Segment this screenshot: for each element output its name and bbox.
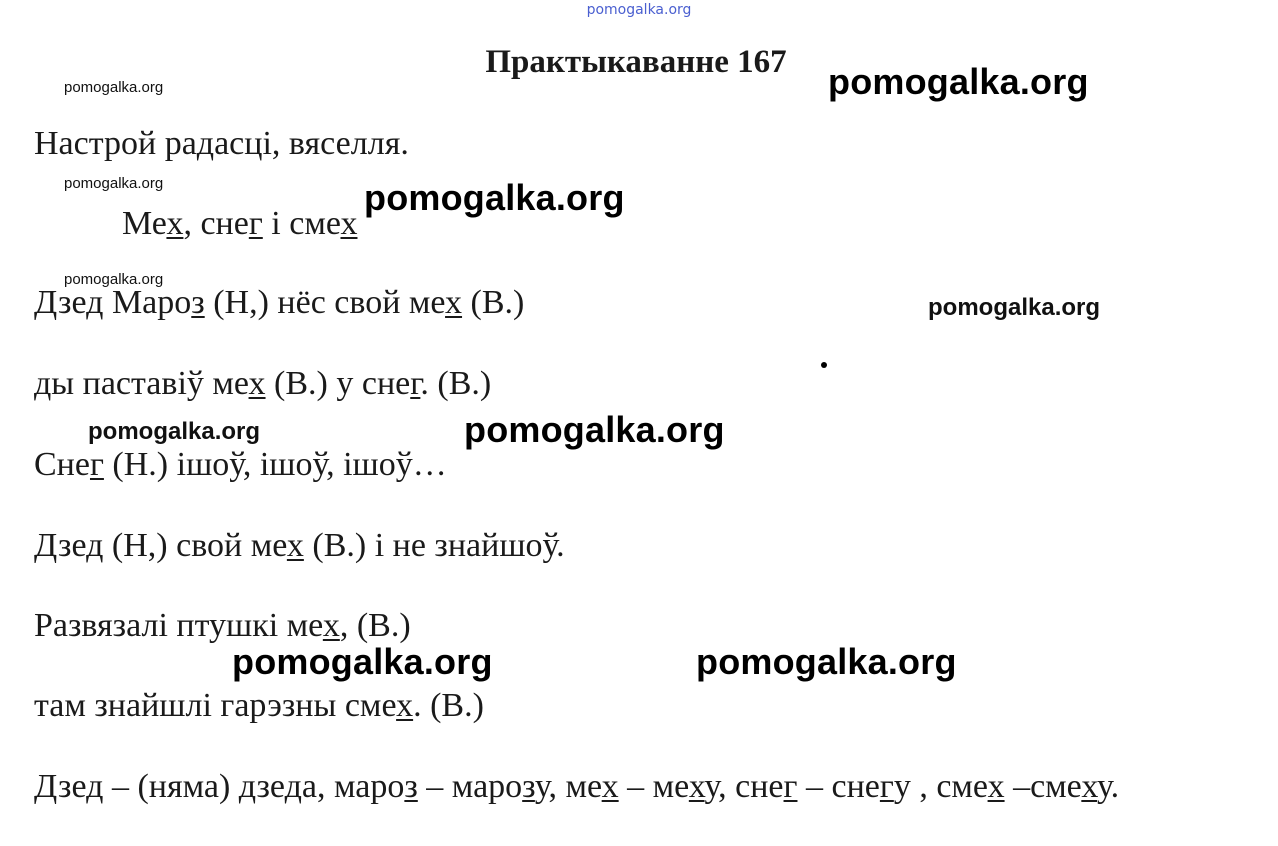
- watermark-medium-1: pomogalka.org: [928, 294, 1101, 321]
- text-segment: (Н,) нёс свой ме: [204, 284, 446, 321]
- text-segment: і сме: [262, 205, 341, 242]
- text-segment: – ме: [618, 768, 689, 805]
- watermark-top: pomogalka.org: [586, 2, 692, 18]
- text-segment: а, маро: [301, 768, 405, 805]
- underlined-letter: х: [248, 365, 266, 402]
- text-segment: Дзе: [34, 284, 87, 321]
- underlined-letter: х: [396, 687, 414, 724]
- underlined-letter: х: [1081, 768, 1098, 805]
- watermark-small-2: pomogalka.org: [64, 175, 164, 192]
- text-segment: Ме: [122, 205, 167, 242]
- underlined-letter: г: [410, 365, 421, 402]
- underlined-letter: з: [522, 768, 535, 805]
- text-line-4: [34, 364, 491, 404]
- text-segment: (В.) у сне: [265, 365, 411, 402]
- watermark-large-5: pomogalka.org: [696, 641, 957, 682]
- underlined-letter: х: [166, 205, 184, 242]
- underlined-letter: з: [191, 284, 205, 321]
- watermark-medium-2: pomogalka.org: [88, 418, 261, 445]
- underlined-letter: х: [987, 768, 1005, 805]
- text-segment: –сме: [1004, 768, 1082, 805]
- text-segment: у, сне: [704, 768, 784, 805]
- text-segment: Маро: [103, 284, 192, 321]
- text-segment: , (В.): [339, 607, 411, 644]
- watermark-small-1: pomogalka.org: [64, 79, 164, 96]
- underlined-letter: х: [340, 205, 358, 242]
- text-segment: (В.) і не знайшоў.: [303, 527, 565, 564]
- page-title: Практыкаванне 167: [485, 44, 787, 80]
- underlined-letter: г: [89, 446, 104, 483]
- text-segment: у, ме: [534, 768, 602, 805]
- text-segment: ды паставіў ме: [34, 365, 249, 402]
- watermark-large-3: pomogalka.org: [464, 409, 725, 450]
- text-segment: Дзе: [34, 768, 87, 805]
- underlined-letter: х: [322, 607, 340, 644]
- text-segment: у , сме: [893, 768, 988, 805]
- text-line-5: [34, 445, 447, 485]
- underlined-letter: г: [879, 768, 894, 805]
- underlined-letter: д: [86, 284, 104, 321]
- text-segment: – сне: [797, 768, 880, 805]
- text-segment: , сне: [183, 205, 249, 242]
- underlined-letter: х: [688, 768, 705, 805]
- text-line-7: [34, 606, 411, 646]
- text-line-2: [122, 204, 357, 244]
- text-segment: Настрой радасці, вяселля.: [34, 125, 409, 162]
- underlined-letter: х: [601, 768, 619, 805]
- underlined-letter: г: [783, 768, 798, 805]
- watermark-small-3: pomogalka.org: [64, 271, 164, 288]
- text-segment: там знайшлі гарэзны сме: [34, 687, 397, 724]
- text-line-9: [34, 767, 1119, 807]
- text-line-3: [34, 283, 524, 323]
- underlined-letter: г: [248, 205, 263, 242]
- text-segment: – маро: [417, 768, 523, 805]
- text-segment: (Н.) ішоў, ішоў, ішоў…: [103, 446, 447, 483]
- text-segment: Сне: [34, 446, 90, 483]
- text-segment: Дзед (Н,) свой ме: [34, 527, 287, 564]
- underlined-letter: д: [284, 768, 302, 805]
- text-segment: у.: [1097, 768, 1120, 805]
- underlined-letter: х: [445, 284, 463, 321]
- text-line-6: [34, 526, 565, 566]
- underlined-letter: д: [86, 768, 104, 805]
- underlined-letter: з: [404, 768, 418, 805]
- watermark-large-1: pomogalka.org: [828, 61, 1089, 102]
- watermark-large-2: pomogalka.org: [364, 177, 625, 218]
- underlined-letter: х: [286, 527, 304, 564]
- text-line-8: [34, 686, 484, 726]
- text-segment: . (В.): [420, 365, 492, 402]
- watermark-large-4: pomogalka.org: [232, 641, 493, 682]
- text-segment: – (няма) дзе: [103, 768, 285, 805]
- stray-dot: [821, 362, 827, 368]
- text-segment: Развязалі птушкі ме: [34, 607, 323, 644]
- text-segment: . (В.): [413, 687, 484, 724]
- text-segment: (В.): [462, 284, 525, 321]
- text-line-1: [34, 124, 409, 164]
